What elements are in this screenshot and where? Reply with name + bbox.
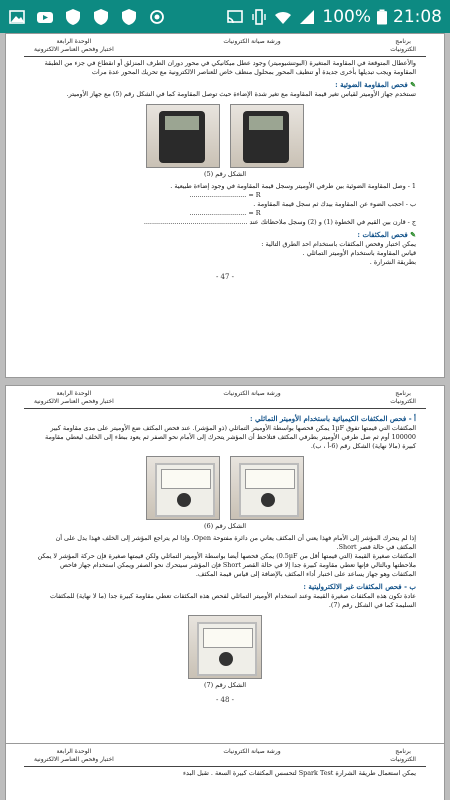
shield-icon xyxy=(120,8,138,26)
paragraph: المكثفات صغيرة القيمة (التي قيمتها أقل من 0.5µF) يمكن فحصها أيضا بواسطة الأوميتر التماثلي ولكن قيمتها صغيرة فإن حركة المؤشر لا يمكن ملاحظتها وبالتالي فإنها تعطي مقاومة كبيرة جدا إلا في حالة القصر Short فإن المؤشر سيتحرك نحو الصفر ويمكن استخدام جهاز فاحص المكثفات وهو جهاز يساعد على اختبار أداء المكثف بالإضافة إلى قياس قيمة المكثف. xyxy=(37,552,416,578)
page-body xyxy=(6,767,444,780)
multimeter-photo xyxy=(230,104,304,168)
signal-icon xyxy=(298,8,316,26)
step: ب - احجب الضوء عن المقاومة بيدك ثم سجل قيمة المقاومة . xyxy=(253,200,416,208)
section-heading: ✎ فحص المكثفات : xyxy=(34,230,416,239)
paragraph: عادة تكون هذه المكثفات صغيرة القيمة وعند استخدام الأوميتر التماثلي لفحص هذه المكثفات تعطي مقاومة كبيرة جدا (ما لا نهاية) للمكثفات السليمة كما في الشكل رقم (7). xyxy=(49,592,416,609)
page-header xyxy=(24,744,426,767)
vibrate-icon xyxy=(250,8,268,26)
step: ج - قارن بين القيم في الخطوة (1) و (2) وسجل ملاحظاتك عند ................................................... xyxy=(143,218,416,226)
analog-meter-photo xyxy=(188,615,262,679)
measurement-line: R = ............................ xyxy=(189,191,261,199)
wifi-icon xyxy=(274,8,292,26)
page-number: - 48 - xyxy=(215,696,235,704)
document-page xyxy=(5,385,445,778)
figure-caption: الشكل رقم (6) xyxy=(203,522,247,530)
header-program: برنامج الكترونيات xyxy=(390,390,416,405)
paragraph: يمكن استعمال طريقة الشرارة Spark Test لتحسس المكثفات كبيرة السعة . تقبل البدء xyxy=(183,769,416,777)
figure-caption: الشكل رقم (7) xyxy=(203,681,247,689)
header-center: ورشة صيانة الكترونيات xyxy=(223,748,281,755)
section-heading: أ - فحص المكثفات الكيميائية باستخدام الأوميتر التماثلي : xyxy=(249,414,416,423)
notification-icons xyxy=(0,8,166,26)
paragraph: والأعطال المتوقعة في المقاومة المتغيرة (البوتنشيوميتر) وجود عطل ميكانيكي في محور دوران الطرف المنزلق أو انقطاع في جزء من الطبقة المقاومة ويجب تبديلها بأخرى جديدة أو تنظيف المحور بمحلول منظف خاص للعناصر الالكترونية مع تحريك المحور عدة مرات xyxy=(44,59,416,76)
page-body xyxy=(6,57,444,284)
header-center: ورشة صيانة الكترونيات xyxy=(223,390,281,397)
multimeter-photo xyxy=(146,104,220,168)
analog-meter-photo xyxy=(146,456,220,520)
header-center: ورشة صيانة الكترونيات xyxy=(223,38,281,45)
battery-percent: 100% xyxy=(322,6,371,27)
paragraph: إذا لم يتحرك المؤشر إلى الأمام فهذا يعني أن المكثف يعاني من دائرة مفتوحة Open. وإذا لم يتراجع المؤشر إلى الخلف فهذا يدل على أن المكثف في حالة قصر Short. xyxy=(55,534,416,551)
photo-icon xyxy=(8,8,26,26)
figure-photos xyxy=(34,104,416,168)
header-program: برنامج الكترونيات xyxy=(390,38,416,53)
header-unit: الوحدة الرابعة اختبار وفحص العناصر الالكترونية xyxy=(34,390,114,405)
page-header xyxy=(24,386,426,409)
page-header xyxy=(24,34,426,57)
document-page xyxy=(5,33,445,378)
battery-icon xyxy=(377,8,387,26)
sync-icon xyxy=(148,8,166,26)
document-viewer[interactable] xyxy=(0,33,450,800)
document-page xyxy=(5,743,445,800)
system-icons xyxy=(226,7,450,27)
shield-icon xyxy=(64,8,82,26)
analog-meter-photo xyxy=(230,456,304,520)
section-heading: ✎ فحص المقاومة الضوئية : xyxy=(34,80,416,89)
cast-icon xyxy=(226,8,244,26)
measurement-line: R = ............................ xyxy=(189,209,261,217)
list-item: بطريقة الشرارة . xyxy=(369,258,416,266)
youtube-icon xyxy=(36,8,54,26)
shield-icon xyxy=(92,8,110,26)
step: 1 - وصل المقاومة الضوئية بين طرفي الأوميتر وسجل قيمة المقاومة في وجود إضاءة طبيعية . xyxy=(170,182,416,190)
clock: 21:08 xyxy=(393,6,442,27)
figure-photos xyxy=(34,456,416,520)
paragraph: يمكن اختبار وفحص المكثفات باستخدام احد الطرق التالية : xyxy=(261,240,416,248)
page-number: - 47 - xyxy=(215,273,235,281)
header-program: برنامج الكترونيات xyxy=(390,748,416,763)
figure-photos xyxy=(34,615,416,679)
header-unit: الوحدة الرابعة اختبار وفحص العناصر الالكترونية xyxy=(34,748,114,763)
list-item: قياس المقاومة باستخدام الأوميتر التماثلي . xyxy=(302,249,416,257)
status-bar xyxy=(0,0,450,33)
section-heading: ب - فحص المكثفات غير الالكتروليتية : xyxy=(303,582,416,591)
paragraph: المكثفات التي قيمتها تفوق 1µF يمكن فحصها بواسطة الأوميتر التماثلي (ذو المؤشر). عند فحص المكثف ضع الأوميتر على مدى مقاومة كبير 100000 أوم ثم صل طرفي الأوميتر بطرفي المكثف فتلاحظ أن المؤشر يتحرك إلى الأمام نحو الصفر ثم يعود ببطء إلى الخلف ليعطي مقاومة كبيرة (مالا نهاية) الشكل رقم (6-أ ، ب). xyxy=(45,424,416,450)
page-body xyxy=(6,409,444,707)
figure-caption: الشكل رقم (5) xyxy=(203,170,247,178)
paragraph: تستخدم جهاز الأوميتر لقياس تغير قيمة المقاومة مع تغير شدة الإضاءة حيث توصل المقاومة كما في الشكل رقم (5) مع جهاز الأوميتر. xyxy=(66,90,416,98)
header-unit: الوحدة الرابعة اختبار وفحص العناصر الالكترونية xyxy=(34,38,114,53)
